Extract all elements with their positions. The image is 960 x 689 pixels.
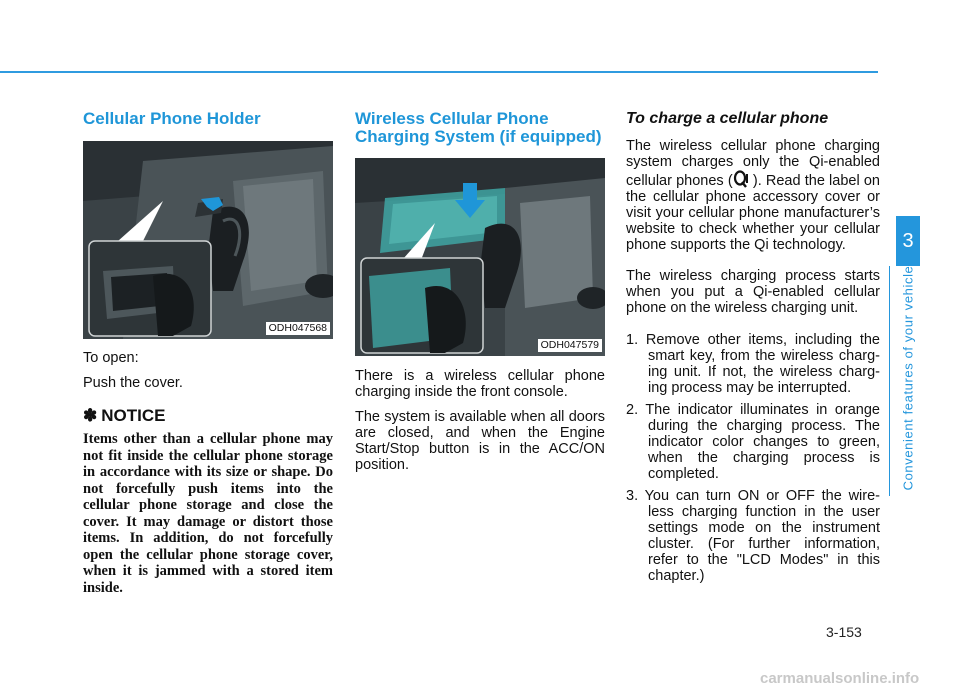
column-cellular-phone-holder [83,110,333,596]
watermark: carmanualsonline.info [760,670,920,687]
title-line-1: Wireless Cellular Phone [355,109,549,128]
chapter-title: Convenient features of your vehicle [900,265,916,491]
section-title-wireless-charging [355,110,605,146]
open-instruction-text: Push the cover. [83,375,183,391]
title-line-2: Charging System (if equipped) [355,127,602,146]
console-illustration [83,141,333,339]
notice-asterisk-icon: ✽ [83,406,98,425]
step-item: 2. The indicator illuminates in orange during the charging process. The indicator color changes to green, when the charging process is completed. [626,402,880,482]
charging-intro: There is a wireless cellular phone charging inside the front console. [355,368,605,400]
step-item: 1. Remove other items, including the smart key, from the wireless charg-ing unit. If not, the wireless charg-ing process may be interrupted. [626,332,880,396]
section-title-charge-phone: To charge a cellular phone [626,110,829,127]
chapter-number: 3 [902,229,914,252]
page-number: 3-153 [826,624,862,640]
header-rule [0,71,878,73]
qi-logo-icon [733,170,749,188]
figure-code: ODH047579 [538,339,602,352]
column-wireless-charging [355,110,605,473]
figure-phone-holder [83,141,333,339]
section-title-phone-holder: Cellular Phone Holder [83,109,261,128]
charging-start-paragraph: The wireless charging process starts when you put a Qi-enabled cellular phone on the wireless charging unit. [626,268,880,316]
chapter-divider [889,266,890,496]
step-item: 3. You can turn ON or OFF the wire-less charging function in the user settings mode on the instrument cluster. (For further information, refer to the "LCD Modes" in this chapter.) [626,488,880,584]
charging-steps [626,332,880,584]
charging-pad-illustration [355,158,605,356]
chapter-tab [896,216,920,266]
charging-availability: The system is available when all doors are closed, and when the Engine Start/Stop button is in the ACC/ON position. [355,409,605,473]
open-instruction-label: To open: [83,350,139,366]
figure-code: ODH047568 [266,322,330,335]
notice-title: NOTICE [101,406,166,425]
notice-heading [83,406,333,426]
column-charge-phone [626,110,880,590]
figure-wireless-charging [355,158,605,356]
qi-paragraph: The wireless cellular phone charging system charges only the Qi-enabled cellular phones ( ). Read the label on the cellular phone accessory cover or visit your cellular phone manufacturer’s website to check whether your cellular phone supports the Qi technology. [626,138,880,253]
notice-body: Items other than a cellular phone may not fit inside the cellular phone storage in accordance with its size or shape. Do not forcefully push items into the cellular phone storage and close the cover. It may damage or distort those items. In addition, do not forcefully open the cellular phone storage cover, when it is jammed with a stored item inside. [83,431,333,596]
